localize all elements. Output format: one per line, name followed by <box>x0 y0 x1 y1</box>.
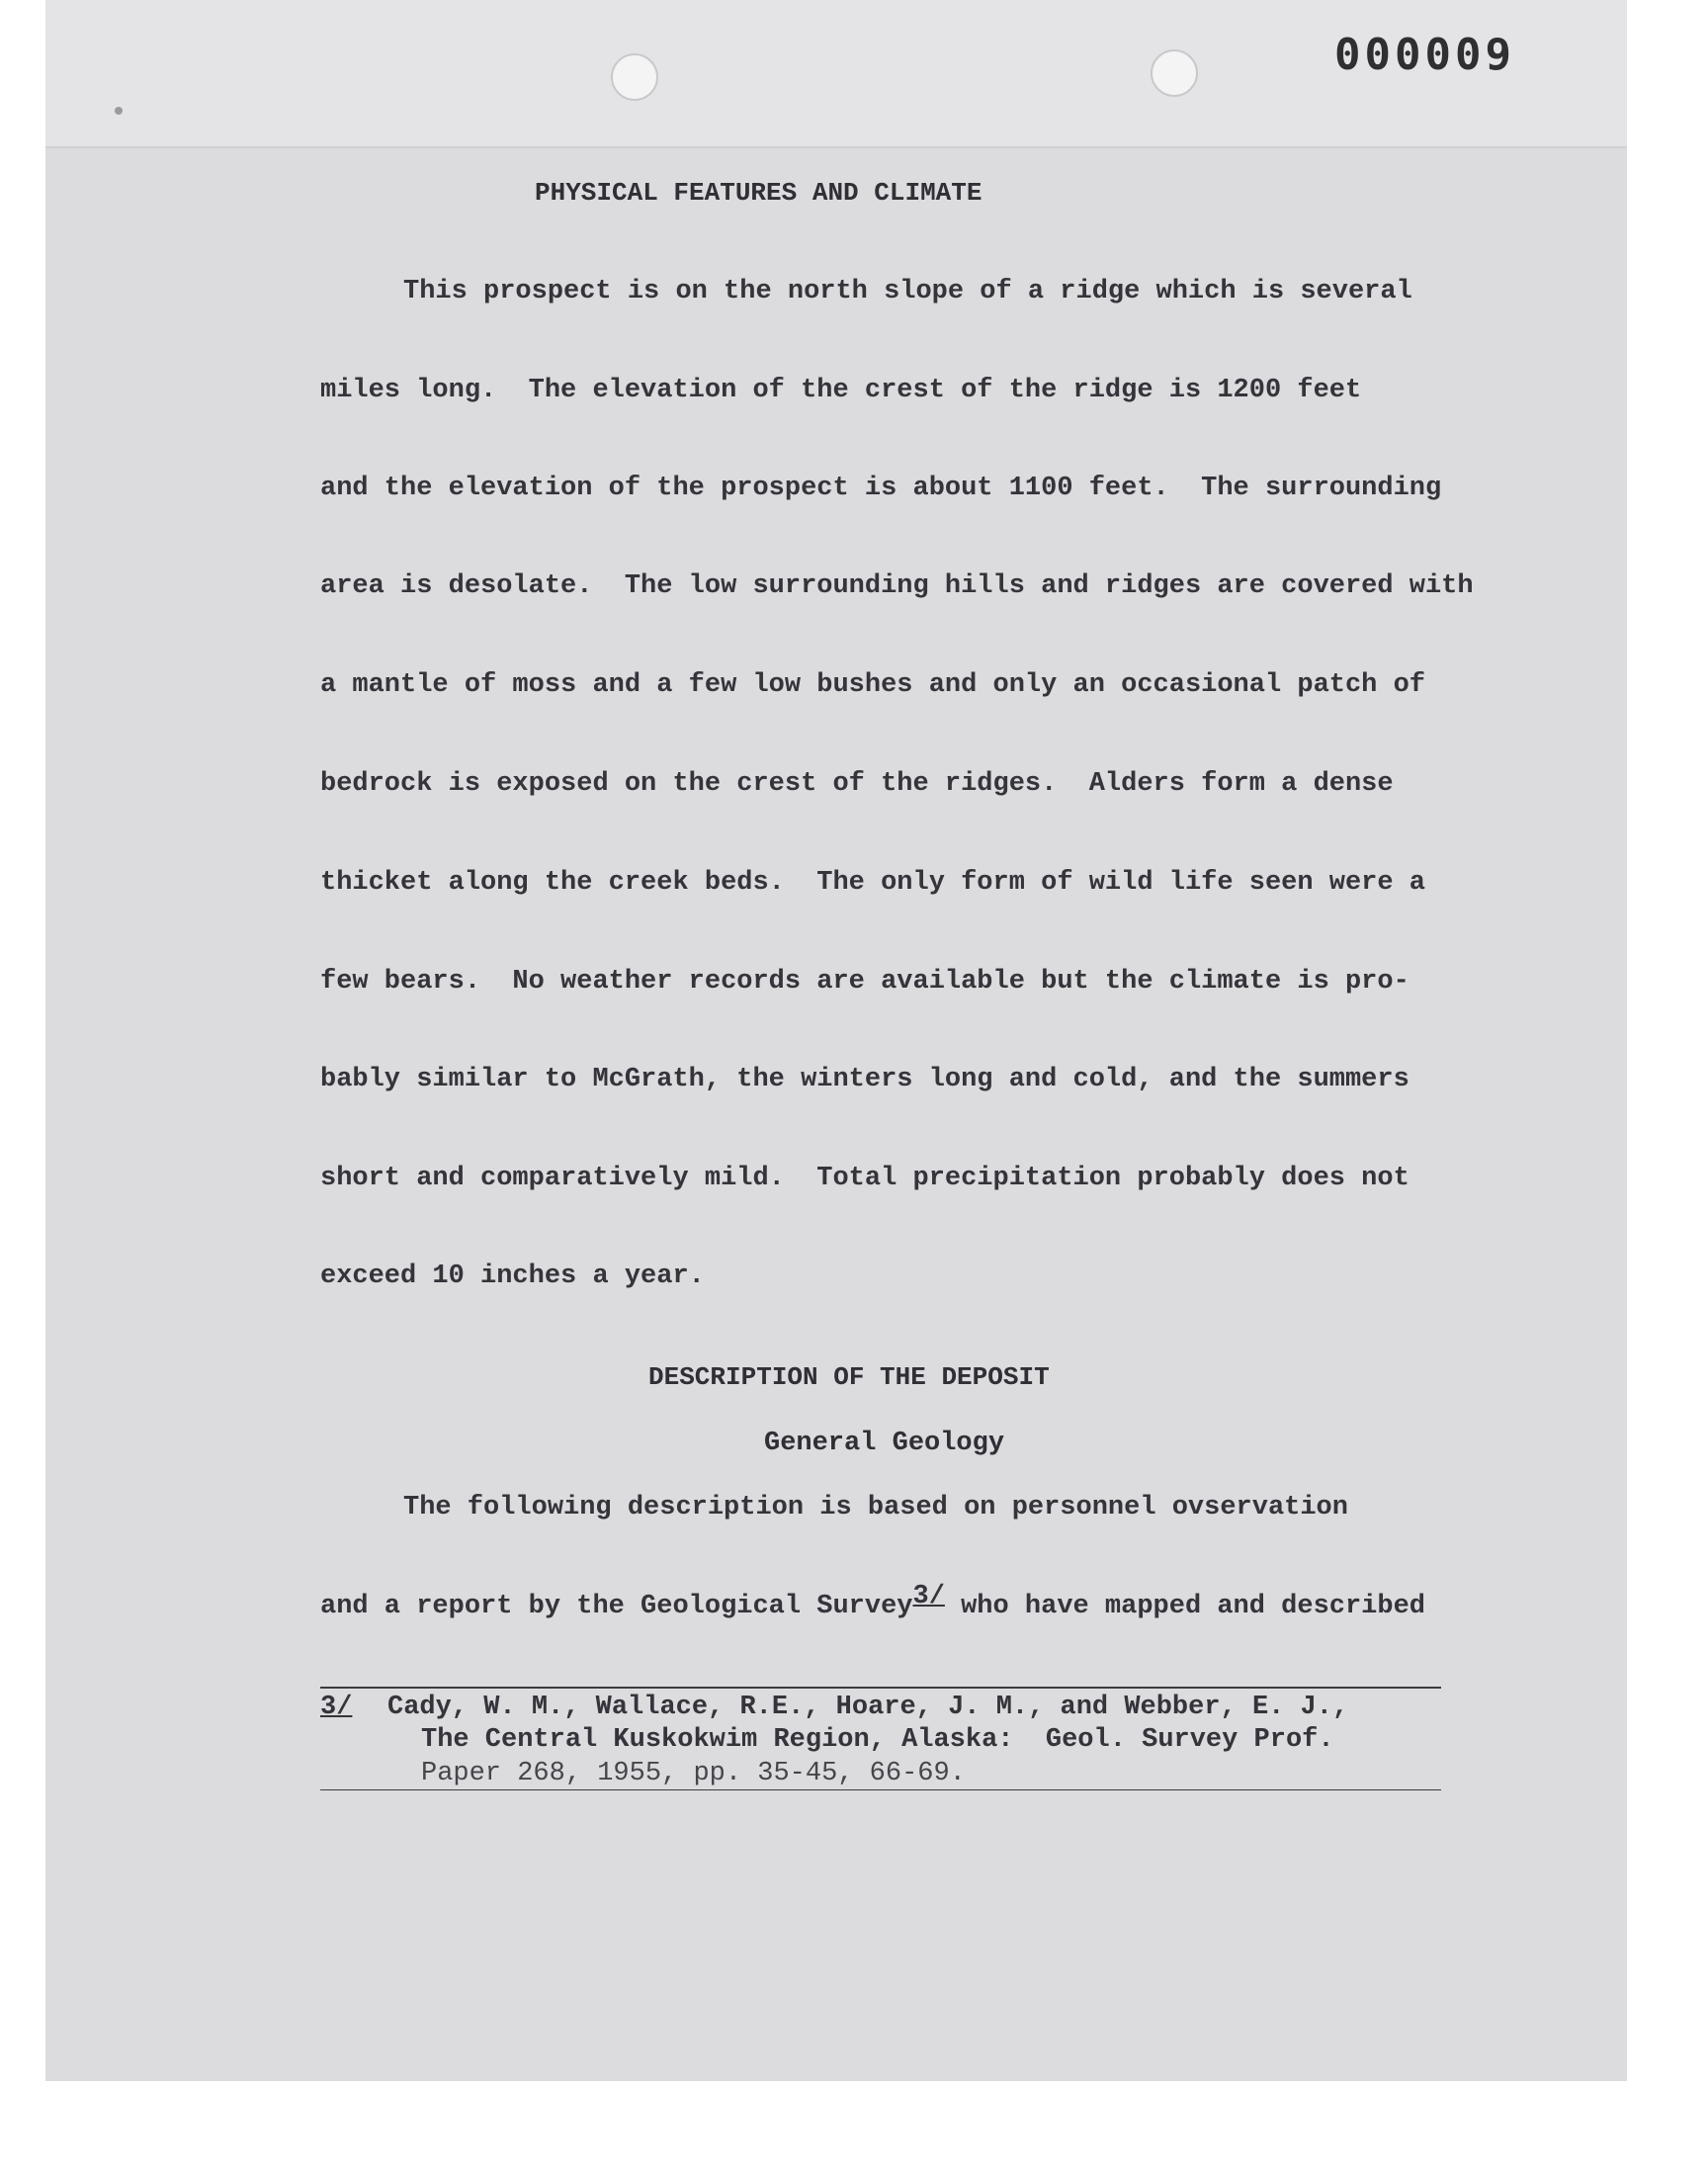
paragraph-line: bedrock is exposed on the crest of the ridges. Alders form a dense <box>320 769 1394 799</box>
footnote-line: Cady, W. M., Wallace, R.E., Hoare, J. M., and Webber, E. J., <box>387 1693 1349 1722</box>
paragraph-text: who have mapped and described <box>944 1592 1425 1621</box>
subheading-general-geology: General Geology <box>764 1429 1005 1458</box>
punch-hole-left <box>611 53 658 101</box>
paragraph-line: and the elevation of the prospect is about 1100 feet. The surrounding <box>320 474 1442 503</box>
section-heading-description: DESCRIPTION OF THE DEPOSIT <box>648 1362 1050 1392</box>
paragraph-line: a mantle of moss and a few low bushes and only an occasional patch of <box>320 670 1425 700</box>
punch-hole-right <box>1151 49 1198 97</box>
footnote-line: Paper 268, 1955, pp. 35-45, 66-69. <box>421 1759 966 1788</box>
paragraph-line: This prospect is on the north slope of a ridge which is several <box>403 277 1412 306</box>
footnote-line: The Central Kuskokwim Region, Alaska: Geol. Survey Prof. <box>421 1725 1334 1755</box>
footnote-rule-top <box>320 1687 1441 1689</box>
scan-speck <box>115 107 123 115</box>
paragraph-line: thicket along the creek beds. The only form of wild life seen were a <box>320 868 1425 898</box>
paragraph-line: bably similar to McGrath, the winters long and cold, and the summers <box>320 1065 1409 1094</box>
page-number: 000009 <box>1334 30 1515 80</box>
footnote-rule-bottom <box>320 1789 1441 1790</box>
footnote-marker: 3/ <box>320 1693 353 1722</box>
paragraph-line: short and comparatively mild. Total precipitation probably does not <box>320 1164 1409 1193</box>
paragraph-line <box>320 1582 1425 1621</box>
paragraph-text: and a report by the Geological Survey <box>320 1592 913 1621</box>
paragraph-line: The following description is based on personnel ovservation <box>403 1493 1348 1522</box>
footnote-reference: 3/ <box>912 1582 945 1611</box>
paragraph-line: miles long. The elevation of the crest of the ridge is 1200 feet <box>320 376 1362 405</box>
section-heading-physical-features: PHYSICAL FEATURES AND CLIMATE <box>535 178 982 208</box>
paragraph-line: exceed 10 inches a year. <box>320 1262 705 1291</box>
paragraph-line: area is desolate. The low surrounding hills and ridges are covered with <box>320 571 1474 601</box>
paragraph-line: few bears. No weather records are available but the climate is pro- <box>320 967 1409 997</box>
